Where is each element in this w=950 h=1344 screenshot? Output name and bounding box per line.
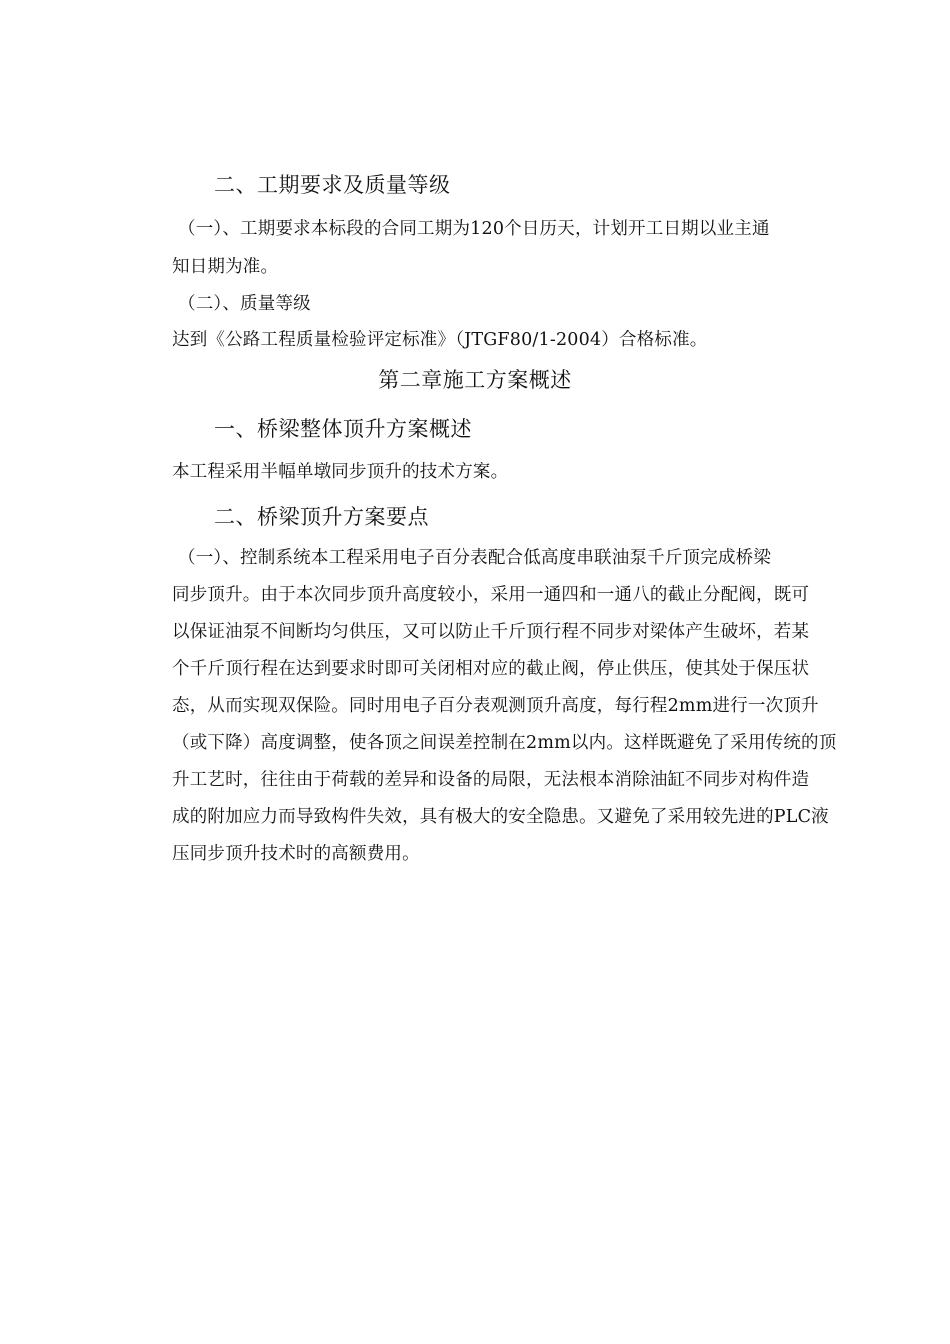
- key-points-line: 个千斤顶行程在达到要求时即可关闭相对应的截止阀，停止供压，使其处于保压状: [172, 659, 810, 679]
- key-points-line: 同步顶升。由于本次同步顶升高度较小，采用一通四和一通八的截止分配阀，既可: [172, 585, 810, 605]
- key-points-line: 成的附加应力而导致构件失效，具有极大的安全隐患。又避免了采用较先进的PLC液: [172, 807, 829, 827]
- key-points-line: 升工艺时，往往由于荷载的差异和设备的局限，无法根本消除油缸不同步对构件造: [172, 770, 810, 790]
- section-heading-jacking-key-points: 二、桥梁顶升方案要点: [214, 505, 429, 529]
- schedule-requirement-line-1: （一）、工期要求本标段的合同工期为120个日历天，计划开工日期以业主通: [178, 219, 770, 239]
- key-points-line: （或下降）高度调整，使各顶之间误差控制在2mm以内。这样既避免了采用传统的顶: [172, 733, 837, 753]
- chapter-title: 第二章施工方案概述: [378, 368, 572, 392]
- overall-jacking-text: 本工程采用半幅单墩同步顶升的技术方案。: [172, 462, 509, 482]
- quality-grade-title: （二）、质量等级: [178, 294, 311, 314]
- key-points-line: 压同步顶升技术时的高额费用。: [172, 844, 420, 864]
- section-heading-overall-jacking: 一、桥梁整体顶升方案概述: [214, 417, 472, 441]
- quality-grade-text: 达到《公路工程质量检验评定标准》（JTGF80/1-2004）合格标准。: [172, 330, 708, 350]
- section-heading-schedule-quality: 二、工期要求及质量等级: [214, 173, 451, 197]
- key-points-line: 以保证油泵不间断均匀供压，又可以防止千斤顶行程不同步对梁体产生破坏，若某: [172, 622, 810, 642]
- schedule-requirement-line-2: 知日期为准。: [172, 257, 279, 277]
- key-points-line: 态，从而实现双保险。同时用电子百分表观测顶升高度，每行程2mm进行一次顶升: [172, 696, 819, 716]
- key-points-line: （一）、控制系统本工程采用电子百分表配合低高度串联油泵千斤顶完成桥梁: [178, 548, 772, 568]
